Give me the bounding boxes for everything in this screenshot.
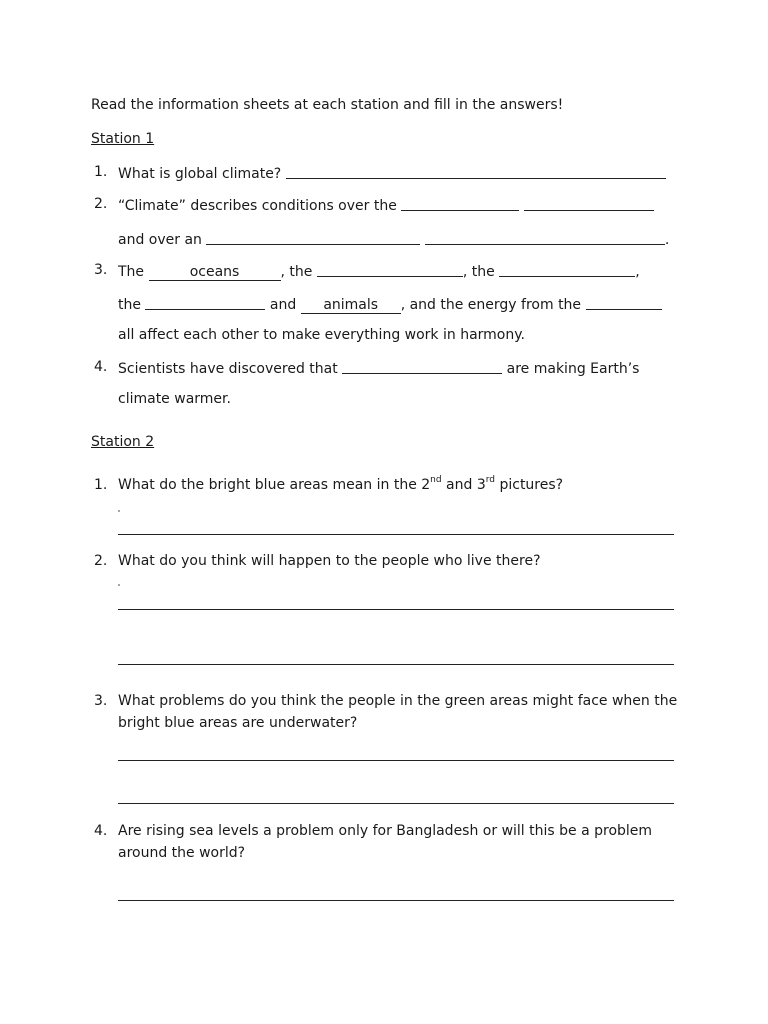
s2-q1-answer-line[interactable] (118, 534, 674, 535)
s1-q4-number: 4. (94, 359, 108, 375)
s1-q2-blank-3[interactable] (206, 230, 420, 245)
s1-q2-text: “Climate” describes conditions over the (118, 198, 397, 214)
s2-q2-number: 2. (94, 553, 108, 569)
s1-q3-and: and (269, 297, 297, 313)
s2-q4-number: 4. (94, 823, 108, 839)
s2-q4-answer-line[interactable] (118, 900, 674, 901)
s1-q3-blank-2[interactable] (317, 262, 463, 277)
s1-q3-sep3: , (635, 264, 640, 280)
instructions: Read the information sheets at each station and fill in the answers! (91, 97, 564, 113)
s1-q2-blank-1[interactable] (401, 196, 519, 211)
s1-q3-line3: all affect each other to make everything work in harmony. (118, 327, 525, 343)
s2-q2-answer-line-2[interactable] (118, 664, 674, 665)
s1-q3-answer-oceans[interactable]: oceans (149, 264, 281, 281)
s1-q2-number: 2. (94, 196, 108, 212)
s2-q1-text-start: What do the bright blue areas mean in the 2 (118, 477, 431, 493)
station-1-heading: Station 1 (91, 131, 155, 147)
s1-q3-answer-animals[interactable]: animals (301, 297, 401, 314)
s2-q4-line1: Are rising sea levels a problem only for Bangladesh or will this be a problem (118, 823, 653, 839)
s2-q1-number: 1. (94, 477, 108, 493)
s1-q4-blank[interactable] (342, 359, 502, 374)
s1-q2-blank-2[interactable] (524, 196, 654, 211)
s1-q1-blank[interactable] (286, 164, 666, 179)
s1-q2-line2 (118, 229, 669, 249)
s1-q4-line1 (118, 358, 639, 378)
s1-q4-text: Scientists have discovered that (118, 361, 338, 377)
s2-q2-answer-line-1[interactable] (118, 609, 674, 610)
s1-q2-period: . (664, 232, 670, 248)
s2-q1-text-mid: and 3 (441, 477, 486, 493)
s1-q3-the-2: the (118, 297, 141, 313)
s1-q2-line1 (118, 195, 654, 215)
s2-q3-answer-line-1[interactable] (118, 760, 674, 761)
s2-q3-line1: What problems do you think the people in the green areas might face when the (118, 693, 678, 709)
s1-q1-number: 1. (94, 164, 108, 180)
s2-q1-sup-nd: nd (430, 475, 442, 486)
s1-q2-text-2: and over an (118, 232, 202, 248)
stray-mark (118, 510, 120, 512)
s1-q1 (118, 163, 666, 183)
s2-q1-sup-rd: rd (485, 475, 496, 486)
s1-q3-blank-6[interactable] (586, 295, 662, 310)
s2-q2-text: What do you think will happen to the people who live there? (118, 553, 541, 569)
s2-q3-answer-line-2[interactable] (118, 803, 674, 804)
s1-q1-text: What is global climate? (118, 166, 282, 182)
s1-q3-sep2: , the (462, 264, 495, 280)
s1-q3-line2 (118, 294, 662, 314)
station-2-heading: Station 2 (91, 434, 155, 450)
s2-q3-number: 3. (94, 693, 108, 709)
s1-q3-the: The (118, 264, 145, 280)
s1-q2-blank-4[interactable] (425, 230, 665, 245)
s1-q3-line1 (118, 261, 640, 281)
s2-q1-text (118, 476, 563, 494)
s1-q4-text-end: are making Earth’s (506, 361, 640, 377)
s1-q4-line2: climate warmer. (118, 391, 231, 407)
s2-q1-text-end: pictures? (495, 477, 564, 493)
s1-q3-number: 3. (94, 262, 108, 278)
s2-q3-line2: bright blue areas are underwater? (118, 715, 358, 731)
s1-q3-energy: , and the energy from the (400, 297, 582, 313)
s1-q3-blank-3[interactable] (499, 262, 635, 277)
s1-q3-sep1: , the (280, 264, 313, 280)
s2-q4-line2: around the world? (118, 845, 246, 861)
s1-q3-blank-4[interactable] (145, 295, 265, 310)
stray-mark (118, 584, 120, 586)
